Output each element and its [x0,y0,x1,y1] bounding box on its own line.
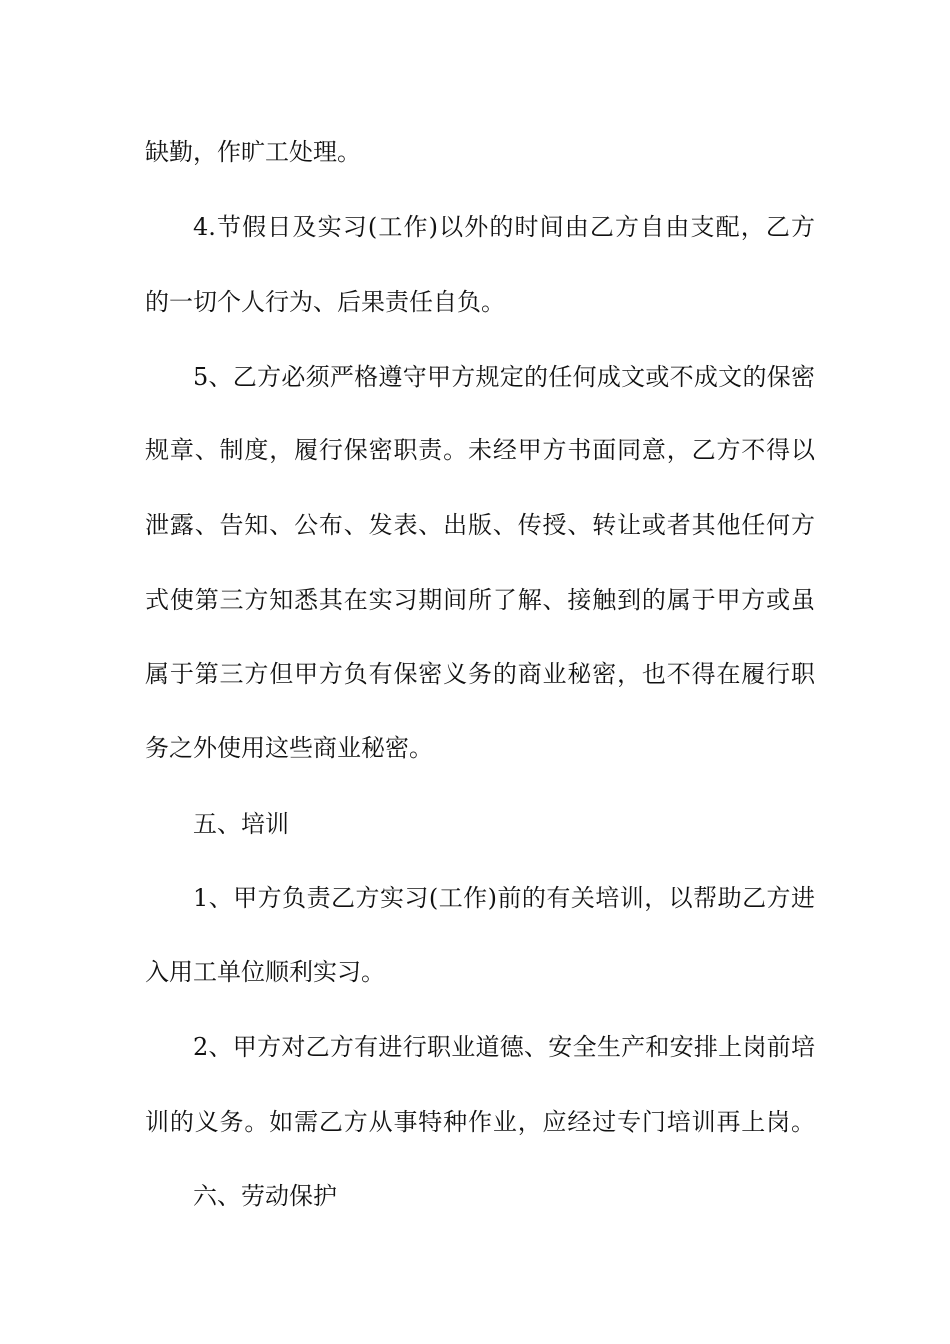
section-heading-training: 五、培训 [193,810,289,838]
clause-5-line-5: 属于第三方但甲方负有保密义务的商业秘密，也不得在履行职 [145,660,815,688]
clause-5-line-1: 5、乙方必须严格遵守甲方规定的任何成文或不成文的保密 [193,363,815,391]
clause-5-line-3: 泄露、告知、公布、发表、出版、传授、转让或者其他任何方 [145,511,815,539]
training-clause-2-line-2: 训的义务。如需乙方从事特种作业，应经过专门培训再上岗。 [145,1108,815,1136]
paragraph-line: 缺勤，作旷工处理。 [145,138,361,166]
section-heading-labor-protection: 六、劳动保护 [193,1182,337,1210]
clause-5-line-4: 式使第三方知悉其在实习期间所了解、接触到的属于甲方或虽 [145,586,815,614]
clause-5-line-2: 规章、制度，履行保密职责。未经甲方书面同意，乙方不得以 [145,436,815,464]
clause-4-line-1: 4.节假日及实习(工作)以外的时间由乙方自由支配，乙方 [193,213,815,241]
training-clause-1-line-1: 1、甲方负责乙方实习(工作)前的有关培训，以帮助乙方进 [193,884,815,912]
training-clause-1-line-2: 入用工单位顺利实习。 [145,958,385,986]
training-clause-2-line-1: 2、甲方对乙方有进行职业道德、安全生产和安排上岗前培 [193,1033,815,1061]
clause-5-line-6: 务之外使用这些商业秘密。 [145,734,433,762]
clause-4-line-2: 的一切个人行为、后果责任自负。 [145,288,505,316]
